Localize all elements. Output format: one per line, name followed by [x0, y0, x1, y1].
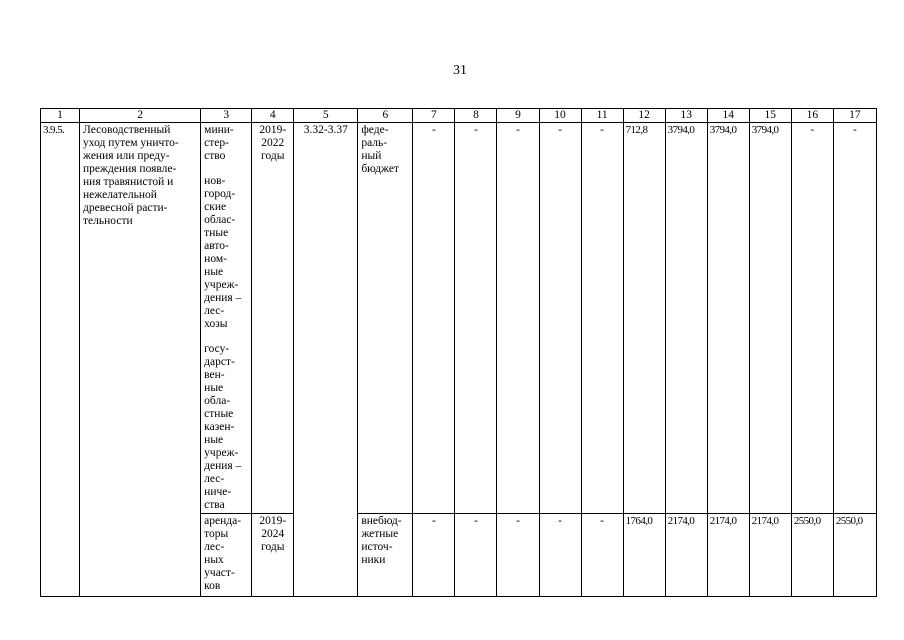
text-line: уход путем уничто- [83, 137, 179, 149]
measure-name [80, 123, 201, 597]
column-number: 11 [581, 109, 623, 123]
text-line: участ- [204, 567, 235, 579]
text-line: дения – [204, 292, 242, 304]
text-line: древесной расти- [83, 202, 168, 214]
text-line: город- [204, 188, 236, 200]
value-cell: - [413, 514, 455, 597]
text-line: хозы [204, 318, 228, 330]
text-line: аренда- [204, 515, 242, 527]
text-line: вен- [204, 369, 225, 381]
text-line: годы [261, 541, 285, 553]
text-line: нов- [204, 175, 226, 187]
text-line: госу- [204, 343, 230, 355]
text-line: ство [204, 150, 226, 162]
text-line: лес- [204, 541, 225, 553]
value-cell: 2550,0 [833, 514, 876, 597]
text-line: бюджет [361, 163, 399, 175]
text-line: ства [204, 499, 225, 511]
value-cell: 1764,0 [623, 514, 665, 597]
text-line: стные [204, 408, 234, 420]
executor-cell [201, 123, 252, 514]
column-number: 3 [201, 109, 252, 123]
text-line: внебюд- [361, 515, 402, 527]
table-row [41, 123, 877, 514]
text-line: раль- [361, 137, 388, 149]
value-cell: 2550,0 [791, 514, 833, 597]
value-cell: 3794,0 [707, 123, 749, 514]
value-cell: 2174,0 [665, 514, 707, 597]
text-line: ские [204, 201, 227, 213]
text-line: казен- [204, 421, 235, 433]
value-cell: - [455, 123, 497, 514]
text-line: учреж- [204, 279, 239, 291]
value-cell: 2174,0 [749, 514, 791, 597]
text-line: источ- [361, 541, 393, 553]
text-line: обла- [204, 395, 231, 407]
column-number: 12 [623, 109, 665, 123]
text-line: торы [204, 528, 229, 540]
value-cell: 3794,0 [749, 123, 791, 514]
value-cell: - [791, 123, 833, 514]
value-cell: - [539, 514, 581, 597]
text-line: жетные [361, 528, 399, 540]
funding-source-cell [358, 123, 413, 514]
text-line: Лесоводственный [83, 124, 171, 136]
text-line: дарст- [204, 356, 235, 368]
text-line: тельности [83, 215, 133, 227]
text-line: стер- [204, 137, 229, 149]
program-measures-table [40, 108, 877, 597]
text-line: ный [361, 150, 382, 162]
text-line: тные [204, 227, 229, 239]
column-number: 15 [749, 109, 791, 123]
text-line: 2022 [261, 137, 285, 149]
column-number: 16 [791, 109, 833, 123]
indicators-cell: 3.32-3.37 [294, 123, 358, 597]
column-number: 9 [497, 109, 539, 123]
column-number: 10 [539, 109, 581, 123]
value-cell: - [581, 123, 623, 514]
period-cell [252, 514, 294, 597]
text-line: ные [204, 266, 224, 278]
column-number: 4 [252, 109, 294, 123]
column-number: 7 [413, 109, 455, 123]
column-number: 2 [80, 109, 201, 123]
value-cell: 712,8 [623, 123, 665, 514]
text-line: жения или преду- [83, 150, 170, 162]
value-cell: - [455, 514, 497, 597]
text-line: мини- [204, 124, 234, 136]
text-line: 2019- [259, 515, 287, 527]
text-line: ные [204, 434, 224, 446]
text-line: ники [361, 554, 386, 566]
text-line: лес- [204, 473, 225, 485]
text-line: авто- [204, 240, 229, 252]
text-line: облас- [204, 214, 236, 226]
executor-cell [201, 514, 252, 597]
value-cell: 2174,0 [707, 514, 749, 597]
text-line: лес- [204, 305, 225, 317]
value-cell: - [497, 123, 539, 514]
text-line: 2024 [261, 528, 285, 540]
column-number: 17 [833, 109, 876, 123]
column-number: 6 [358, 109, 413, 123]
text-line: ном- [204, 253, 227, 265]
text-line: 2019- [259, 124, 287, 136]
text-line: ния травянистой и [83, 176, 174, 188]
column-number: 14 [707, 109, 749, 123]
text-line: ные [204, 382, 224, 394]
column-number: 1 [41, 109, 80, 123]
value-cell: - [833, 123, 876, 514]
value-cell: - [413, 123, 455, 514]
column-number: 5 [294, 109, 358, 123]
text-line: годы [261, 150, 285, 162]
value-cell: - [497, 514, 539, 597]
text-line: преждения появле- [83, 163, 177, 175]
text-line: феде- [361, 124, 389, 136]
page-number: 31 [453, 63, 467, 78]
text-line: нежелательной [83, 189, 157, 201]
text-line: ных [204, 554, 224, 566]
value-cell: 3794,0 [665, 123, 707, 514]
value-cell: - [581, 514, 623, 597]
period-cell [252, 123, 294, 514]
column-number-row [41, 109, 877, 123]
value-cell: - [539, 123, 581, 514]
text-line: дения – [204, 460, 242, 472]
column-number: 8 [455, 109, 497, 123]
funding-source-cell [358, 514, 413, 597]
measure-number: 3.9.5. [41, 123, 80, 597]
text-line: учреж- [204, 447, 239, 459]
column-number: 13 [665, 109, 707, 123]
text-line: ков [204, 580, 221, 592]
text-line: ниче- [204, 486, 232, 498]
